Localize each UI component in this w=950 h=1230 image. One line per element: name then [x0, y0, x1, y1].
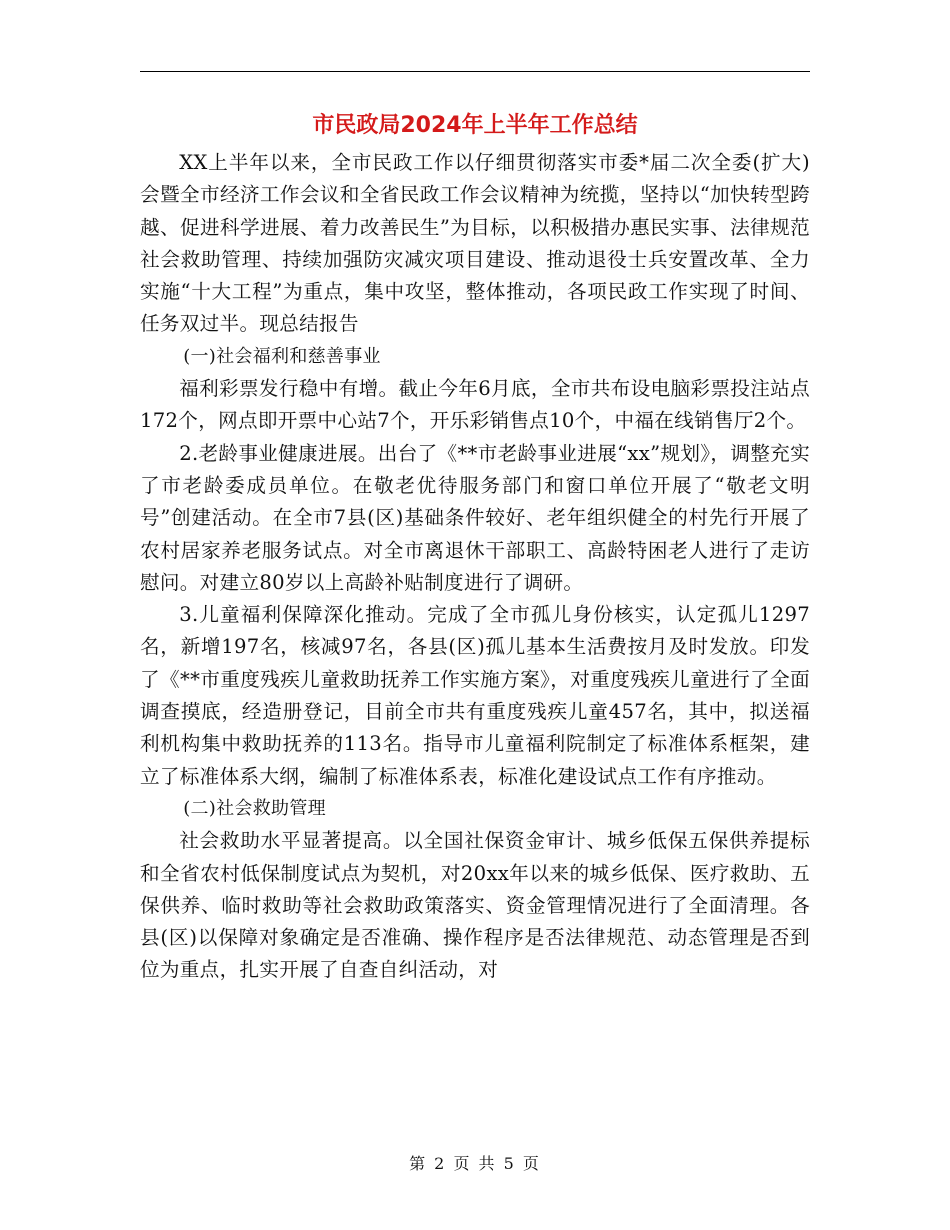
paragraph-assistance: 社会救助水平显著提高。以全国社保资金审计、城乡低保五保供养提标和全省农村低保制度试点为契机，对20xx年以来的城乡低保、医疗救助、五保供养、临时救助等社会救助政策落实、资金管理情况进行了全面清理。各县(区)以保障对象确定是否准确、操作程序是否法律规范、动态管理是否到位为重点，扎实开展了自查自纠活动，对: [140, 829, 810, 982]
section-heading-assistance: (二)社会救助管理: [183, 797, 326, 819]
intro-paragraph: XX上半年以来，全市民政工作以仔细贯彻落实市委*届二次全委(扩大)会暨全市经济工作会议和全省民政工作会议精神为统揽，坚持以“加快转型跨越、促进科学进展、着力改善民生”为目标，以积极措办惠民实事、法律规范社会救助管理、持续加强防灾减灾项目建设、推动退役士兵安置改革、全力实施“十大工程”为重点，集中攻坚，整体推动，各项民政工作实现了时间、任务双过半。现总结报告: [140, 151, 810, 336]
paragraph-children: 3.儿童福利保障深化推动。完成了全市孤儿身份核实，认定孤儿1297名，新增197名，核减97名，各县(区)孤儿基本生活费按月及时发放。印发了《**市重度残疾儿童救助抚养工作实施方案》，对重度残疾儿童进行了全面调查摸底，经造册登记，目前全市共有重度残疾儿童457名，其中，拟送福利机构集中救助抚养的113名。指导市儿童福利院制定了标准体系框架，建立了标准体系大纲，编制了标准体系表，标准化建设试点工作有序推动。: [140, 603, 810, 788]
document-body: [140, 147, 810, 987]
section-heading-welfare: (一)社会福利和慈善事业: [183, 345, 381, 367]
paragraph-lottery: 福利彩票发行稳中有增。截止今年6月底，全市共布设电脑彩票投注站点172个，网点即开票中心站7个，开乐彩销售点10个，中福在线销售厅2个。: [140, 377, 810, 433]
page-number-footer: 第 2 页 共 5 页: [409, 1154, 541, 1173]
header-rule: [140, 71, 810, 72]
document-title: 市民政局2024年上半年工作总结: [312, 113, 638, 138]
paragraph-elderly: 2.老龄事业健康进展。出台了《**市老龄事业进展“xx”规划》，调整充实了市老龄委成员单位。在敬老优待服务部门和窗口单位开展了“敬老文明号”创建活动。在全市7县(区)基础条件较好、老年组织健全的村先行开展了农村居家养老服务试点。对全市离退休干部职工、高龄特困老人进行了走访慰问。对建立80岁以上高龄补贴制度进行了调研。: [140, 441, 810, 594]
